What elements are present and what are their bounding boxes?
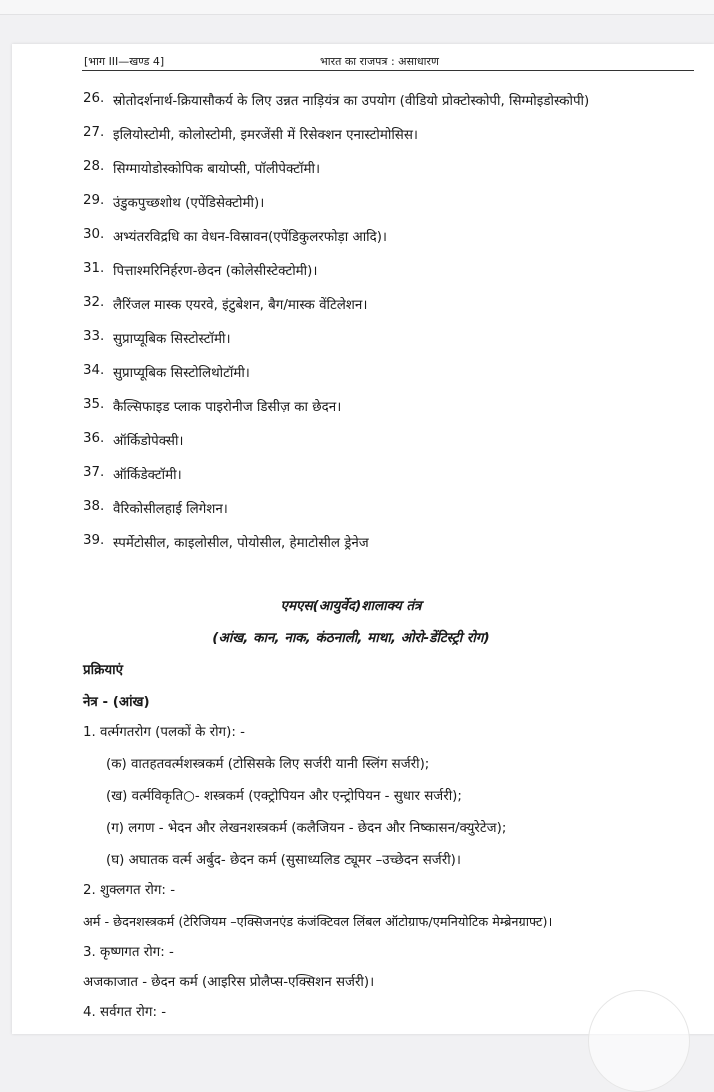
item-text: सुप्राप्यूबिक सिस्टोलिथोटॉमी। [113,366,250,381]
list-item [83,465,695,499]
list-item [83,261,695,295]
list-item [83,227,695,261]
header-part-section: [भाग III—खण्ड 4] [84,55,165,68]
list-item [83,91,695,125]
item-number: 28. [83,159,105,174]
item-number: 39. [83,533,105,548]
item-number: 27. [83,125,105,140]
item-text: सुप्राप्यूबिक सिस्टोस्टॉमी। [113,332,231,347]
eyelid-diseases-title: 1. वर्त्मगतरोग (पलकों के रोग): - [83,725,245,740]
item-number: 32. [83,295,105,310]
numbered-procedure-list [83,91,695,567]
item-text: पित्ताश्मरिनिर्हरण-छेदन (कोलेसीस्टेक्टोमी)। [113,264,318,279]
item-number: 29. [83,193,105,208]
section-subtitle: (आंख, कान, नाक, कंठनाली, माथा, ओरो-डेंटिस्ट्री रोग) [212,630,490,646]
item-text: इलियोस्टोमी, कोलोस्टोमी, इमरजेंसी में रिसेक्शन एनास्टोमोसिस। [113,128,418,143]
item-text: अभ्यंतरविद्रधि का वेधन-विस्रावन(एपेंडिकुलरफोड़ा आदि)। [113,230,388,245]
item-text: सिग्मायोडोस्कोपिक बायोप्सी, पॉलीपेक्टॉमी। [113,162,321,177]
list-item [83,533,695,567]
item-number: 36. [83,431,105,446]
eyelid-item-ga: (ग) लगण - भेदन और लेखनशस्त्रकर्म (कलैजियन - छेदन और निष्कासन/क्युरेटेज); [106,821,507,836]
section-title: एमएस(आयुर्वेद)शालाक्य तंत्र [280,598,422,614]
item-number: 31. [83,261,105,276]
eyelid-item-ka: (क) वातहतवर्त्मशस्त्रकर्म (टोसिसके लिए सर्जरी यानी स्लिंग सर्जरी); [106,757,430,772]
item-text: लैरिंजल मास्क एयरवे, इंटुबेशन, बैग/मास्क वेंटिलेशन। [113,298,368,313]
cornea-item: अजकाजात - छेदन कर्म (आइरिस प्रोलैप्स-एक्सिशन सर्जरी)। [83,975,375,990]
item-number: 33. [83,329,105,344]
item-number: 30. [83,227,105,242]
item-text: स्रोतोदर्शनार्थ-क्रियासौकर्य के लिए उन्नत नाड़ियंत्र का उपयोग (वीडियो प्रोक्टोस्कोपी, सिग्मोइडोस्कोपी) [113,94,590,109]
sclera-diseases-title: 2. शुक्लगत रोग: - [83,883,176,898]
list-item [83,295,695,329]
browser-top-strip [0,0,714,15]
cornea-diseases-title: 3. कृष्णगत रोग: - [83,945,174,960]
procedures-heading: प्रक्रियाएं [83,663,124,678]
list-item [83,431,695,465]
scroll-button-overlay[interactable] [588,990,690,1092]
eyelid-item-gha: (घ) अघातक वर्त्म अर्बुद- छेदन कर्म (सुसाध्यलिड ट्यूमर –उच्छेदन सर्जरी)। [106,853,461,868]
item-text: स्पर्मेटोसील, काइलोसील, पोयोसील, हेमाटोसील ड्रेनेज [113,536,369,551]
item-text: वैरिकोसीलहाई लिगेशन। [113,502,228,517]
eye-heading: नेत्र - (आंख) [83,695,150,710]
list-item [83,125,695,159]
list-item [83,329,695,363]
item-text: ऑर्किडोपेक्सी। [113,434,184,449]
list-item [83,397,695,431]
list-item [83,193,695,227]
item-number: 35. [83,397,105,412]
item-number: 34. [83,363,105,378]
general-diseases-title: 4. सर्वगत रोग: - [83,1005,167,1020]
header-gazette-title: भारत का राजपत्र : असाधारण [320,55,439,68]
item-number: 26. [83,91,105,106]
item-number: 38. [83,499,105,514]
item-text: उंडुकपुच्छशोथ (एपेंडिसेक्टोमी)। [113,196,265,211]
sclera-item: अर्म - छेदनशस्त्रकर्म (टेरिजियम –एक्सिजनएंड कंजंक्टिवल लिंबल ऑटोग्राफ/एमनियोटिक मेम्ब्रेनग्राफ्ट)। [83,915,553,930]
item-text: कैल्सिफाइड प्लाक पाइरोनीज डिसीज़ का छेदन। [113,400,342,415]
eyelid-item-kha: (ख) वर्त्मविकृति○- शस्त्रकर्म (एक्ट्रोपियन और एन्ट्रोपियन - सुधार सर्जरी); [106,789,462,804]
list-item [83,499,695,533]
item-text: ऑर्किडेक्टॉमी। [113,468,182,483]
list-item [83,363,695,397]
item-number: 37. [83,465,105,480]
list-item [83,159,695,193]
page-header [82,52,694,71]
